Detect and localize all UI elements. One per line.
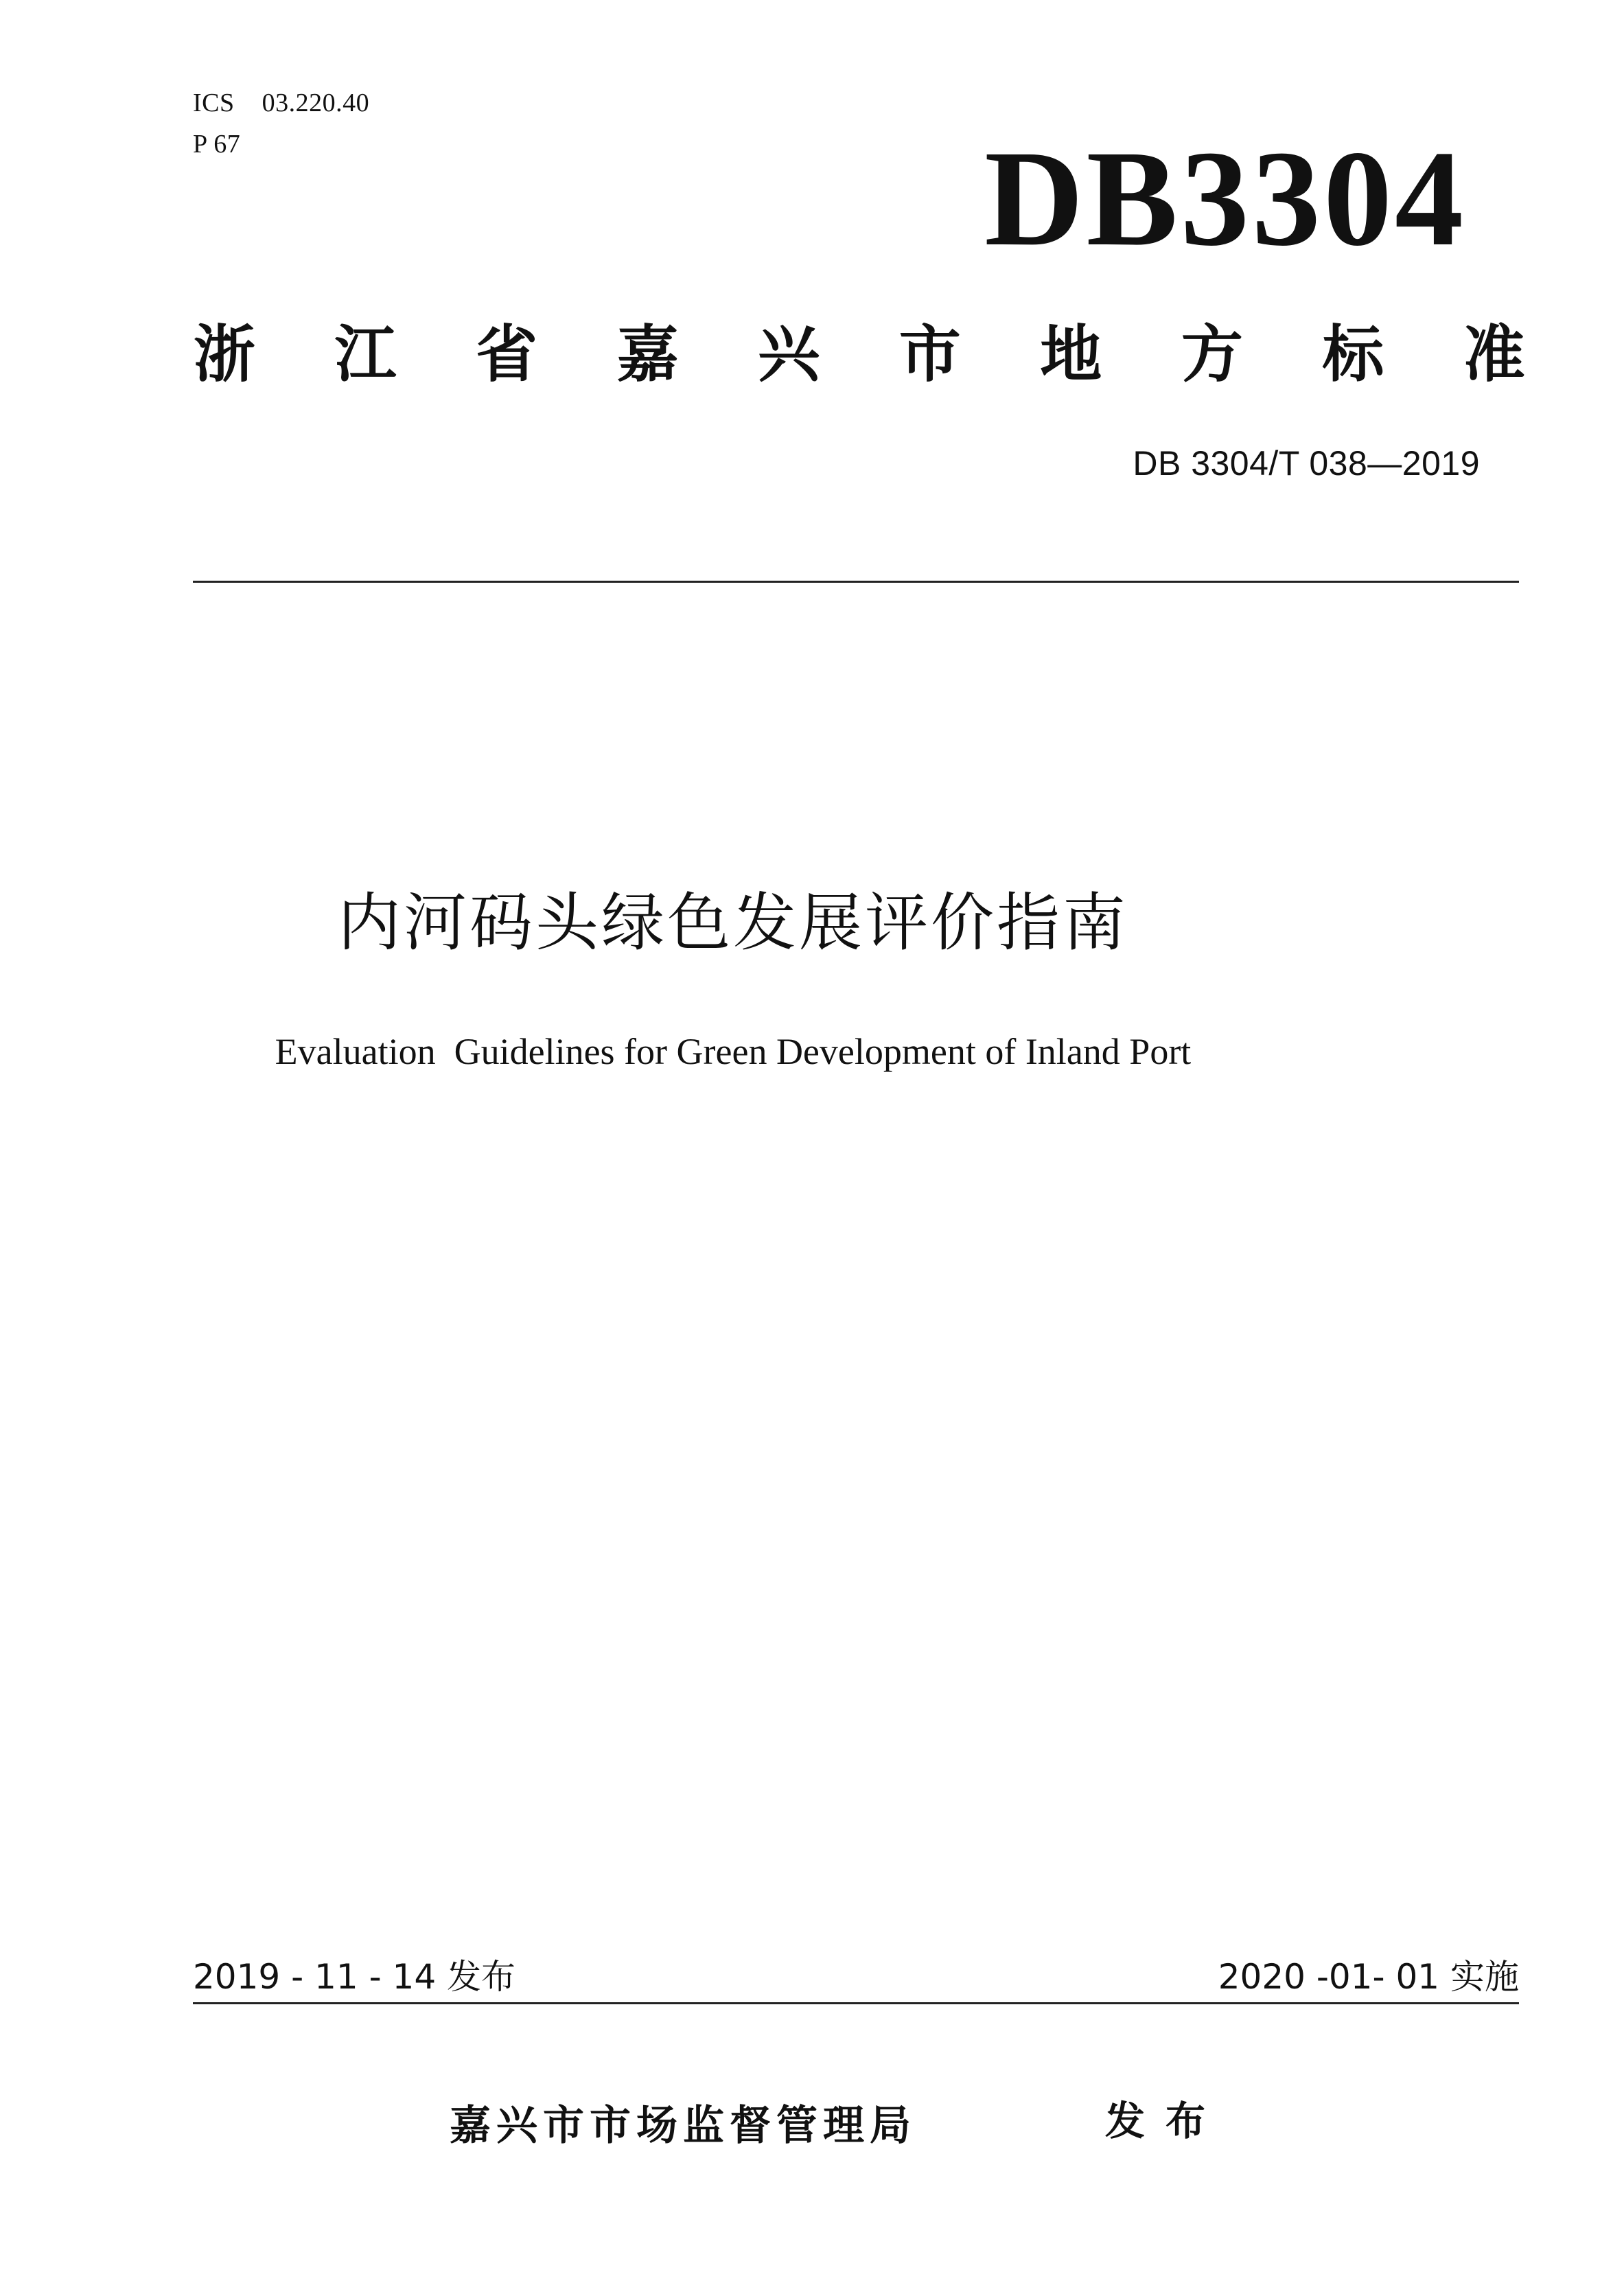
ics-line xyxy=(193,82,369,124)
ccs-code: P 67 xyxy=(193,130,241,159)
standard-type-char: 江 xyxy=(334,318,397,391)
classification-block xyxy=(193,82,369,165)
standard-type xyxy=(194,317,1525,393)
standard-type-char: 嘉 xyxy=(616,318,679,391)
standard-type-char: 地 xyxy=(1040,318,1102,391)
publisher-name: 嘉兴市市场监督管理局 xyxy=(450,2102,916,2150)
title-english: Evaluation Guidelines for Green Development of Inland Port xyxy=(275,1031,1192,1072)
standard-type-char: 省 xyxy=(476,318,538,391)
standard-type-char: 浙 xyxy=(194,318,255,391)
footer-divider xyxy=(193,2002,1519,2004)
standard-type-char: 兴 xyxy=(758,318,820,391)
standard-type-char: 标 xyxy=(1322,318,1384,391)
header-divider xyxy=(193,581,1519,583)
publish-label: 发布 xyxy=(1105,2098,1227,2144)
title-chinese: 内河码头绿色发展评价指南 xyxy=(337,886,1128,960)
standard-type-char: 市 xyxy=(898,318,961,391)
ics-label: ICS xyxy=(193,89,235,117)
ics-code: 03.220.40 xyxy=(262,89,370,117)
issue-date: 2019 - 11 - 14 发布 xyxy=(193,1957,516,1997)
standard-type-char: 方 xyxy=(1181,318,1243,391)
standard-number: DB 3304/T 038—2019 xyxy=(1133,444,1480,483)
implementation-date: 2020 -01- 01 实施 xyxy=(1218,1957,1519,1997)
standard-type-char: 准 xyxy=(1463,318,1525,391)
standard-code: DB3304 xyxy=(984,123,1466,275)
